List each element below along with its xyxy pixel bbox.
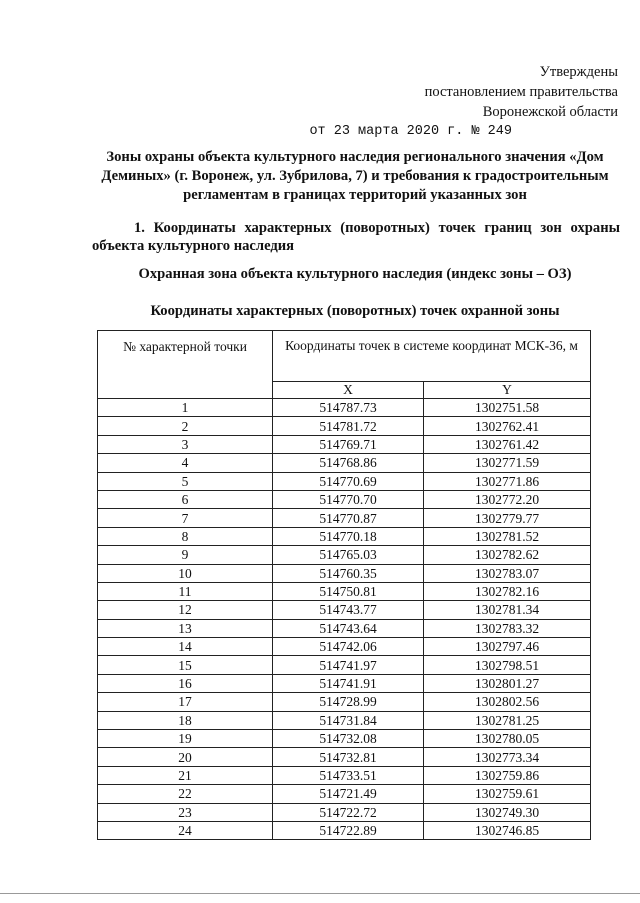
point-number-cell: 1 — [98, 399, 273, 417]
y-coordinate-cell: 1302783.07 — [424, 564, 591, 582]
y-coordinate-cell: 1302797.46 — [424, 638, 591, 656]
table-row — [98, 693, 591, 711]
point-number-cell: 11 — [98, 582, 273, 600]
table-row — [98, 674, 591, 692]
header-point-number: № характерной точки — [98, 331, 273, 399]
x-coordinate-cell: 514722.89 — [273, 821, 424, 839]
table-row — [98, 601, 591, 619]
header-y: Y — [424, 382, 591, 399]
zone-heading: Охранная зона объекта культурного наследия (индекс зоны – ОЗ) — [138, 266, 572, 282]
point-number-cell: 24 — [98, 821, 273, 839]
table-row — [98, 656, 591, 674]
section-1-heading: 1. Координаты характерных (поворотных) точек границ зон охраны объекта культурного наследия — [92, 220, 620, 254]
point-number-cell: 14 — [98, 638, 273, 656]
table-row — [98, 399, 591, 417]
document-title: Зоны охраны объекта культурного наследия регионального значения «Дом Деминых» (г. Воронеж, ул. Зубрилова, 7) и требования к градостроительным регламентам в границах территорий указанных зон — [101, 149, 609, 203]
x-coordinate-cell: 514770.69 — [273, 472, 424, 490]
point-number-cell: 18 — [98, 711, 273, 729]
table-row — [98, 619, 591, 637]
y-coordinate-cell: 1302772.20 — [424, 490, 591, 508]
point-number-cell: 5 — [98, 472, 273, 490]
y-coordinate-cell: 1302783.32 — [424, 619, 591, 637]
table-row — [98, 638, 591, 656]
x-coordinate-cell: 514722.72 — [273, 803, 424, 821]
y-coordinate-cell: 1302798.51 — [424, 656, 591, 674]
table-row — [98, 821, 591, 839]
y-coordinate-cell: 1302802.56 — [424, 693, 591, 711]
table-row — [98, 564, 591, 582]
y-coordinate-cell: 1302780.05 — [424, 730, 591, 748]
point-number-cell: 9 — [98, 546, 273, 564]
y-coordinate-cell: 1302782.62 — [424, 546, 591, 564]
y-coordinate-cell: 1302762.41 — [424, 417, 591, 435]
y-coordinate-cell: 1302759.86 — [424, 766, 591, 784]
table-row — [98, 730, 591, 748]
x-coordinate-cell: 514732.81 — [273, 748, 424, 766]
y-coordinate-cell: 1302771.59 — [424, 454, 591, 472]
table-row — [98, 435, 591, 453]
point-number-cell: 2 — [98, 417, 273, 435]
table-row — [98, 490, 591, 508]
x-coordinate-cell: 514760.35 — [273, 564, 424, 582]
y-coordinate-cell: 1302781.25 — [424, 711, 591, 729]
point-number-cell: 10 — [98, 564, 273, 582]
approval-date: от 23 марта 2020 г. № 249 — [309, 124, 512, 139]
x-coordinate-cell: 514742.06 — [273, 638, 424, 656]
coordinates-table — [97, 330, 591, 840]
approval-line-2: постановлением правительства — [424, 84, 618, 100]
x-coordinate-cell: 514721.49 — [273, 785, 424, 803]
y-coordinate-cell: 1302779.77 — [424, 509, 591, 527]
y-coordinate-cell: 1302781.34 — [424, 601, 591, 619]
y-coordinate-cell: 1302759.61 — [424, 785, 591, 803]
x-coordinate-cell: 514750.81 — [273, 582, 424, 600]
approval-block — [309, 62, 618, 142]
x-coordinate-cell: 514741.91 — [273, 674, 424, 692]
point-number-cell: 8 — [98, 527, 273, 545]
x-coordinate-cell: 514743.77 — [273, 601, 424, 619]
point-number-cell: 20 — [98, 748, 273, 766]
table-row — [98, 803, 591, 821]
point-number-cell: 23 — [98, 803, 273, 821]
y-coordinate-cell: 1302746.85 — [424, 821, 591, 839]
table-row — [98, 785, 591, 803]
coordinates-heading: Координаты характерных (поворотных) точек охранной зоны — [150, 303, 560, 319]
x-coordinate-cell: 514731.84 — [273, 711, 424, 729]
header-coordinates: Координаты точек в системе координат МСК-36, м — [273, 331, 591, 382]
y-coordinate-cell: 1302749.30 — [424, 803, 591, 821]
x-coordinate-cell: 514787.73 — [273, 399, 424, 417]
y-coordinate-cell: 1302773.34 — [424, 748, 591, 766]
point-number-cell: 17 — [98, 693, 273, 711]
x-coordinate-cell: 514733.51 — [273, 766, 424, 784]
x-coordinate-cell: 514741.97 — [273, 656, 424, 674]
point-number-cell: 12 — [98, 601, 273, 619]
point-number-cell: 13 — [98, 619, 273, 637]
x-coordinate-cell: 514770.70 — [273, 490, 424, 508]
table-row — [98, 711, 591, 729]
x-coordinate-cell: 514765.03 — [273, 546, 424, 564]
point-number-cell: 16 — [98, 674, 273, 692]
table-row — [98, 527, 591, 545]
y-coordinate-cell: 1302771.86 — [424, 472, 591, 490]
point-number-cell: 21 — [98, 766, 273, 784]
point-number-cell: 15 — [98, 656, 273, 674]
x-coordinate-cell: 514770.18 — [273, 527, 424, 545]
point-number-cell: 3 — [98, 435, 273, 453]
approval-line-3: Воронежской области — [482, 104, 618, 120]
x-coordinate-cell: 514768.86 — [273, 454, 424, 472]
table-row — [98, 582, 591, 600]
point-number-cell: 22 — [98, 785, 273, 803]
table-row — [98, 417, 591, 435]
y-coordinate-cell: 1302782.16 — [424, 582, 591, 600]
table-row — [98, 766, 591, 784]
x-coordinate-cell: 514732.08 — [273, 730, 424, 748]
x-coordinate-cell: 514770.87 — [273, 509, 424, 527]
header-x: X — [273, 382, 424, 399]
bottom-rule — [0, 893, 640, 894]
point-number-cell: 19 — [98, 730, 273, 748]
x-coordinate-cell: 514743.64 — [273, 619, 424, 637]
y-coordinate-cell: 1302761.42 — [424, 435, 591, 453]
point-number-cell: 7 — [98, 509, 273, 527]
table-row — [98, 546, 591, 564]
y-coordinate-cell: 1302801.27 — [424, 674, 591, 692]
table-row — [98, 472, 591, 490]
point-number-cell: 4 — [98, 454, 273, 472]
table-row — [98, 509, 591, 527]
y-coordinate-cell: 1302751.58 — [424, 399, 591, 417]
table-row — [98, 748, 591, 766]
x-coordinate-cell: 514728.99 — [273, 693, 424, 711]
x-coordinate-cell: 514781.72 — [273, 417, 424, 435]
x-coordinate-cell: 514769.71 — [273, 435, 424, 453]
y-coordinate-cell: 1302781.52 — [424, 527, 591, 545]
approval-line-1: Утверждены — [539, 64, 618, 80]
point-number-cell: 6 — [98, 490, 273, 508]
table-row — [98, 454, 591, 472]
